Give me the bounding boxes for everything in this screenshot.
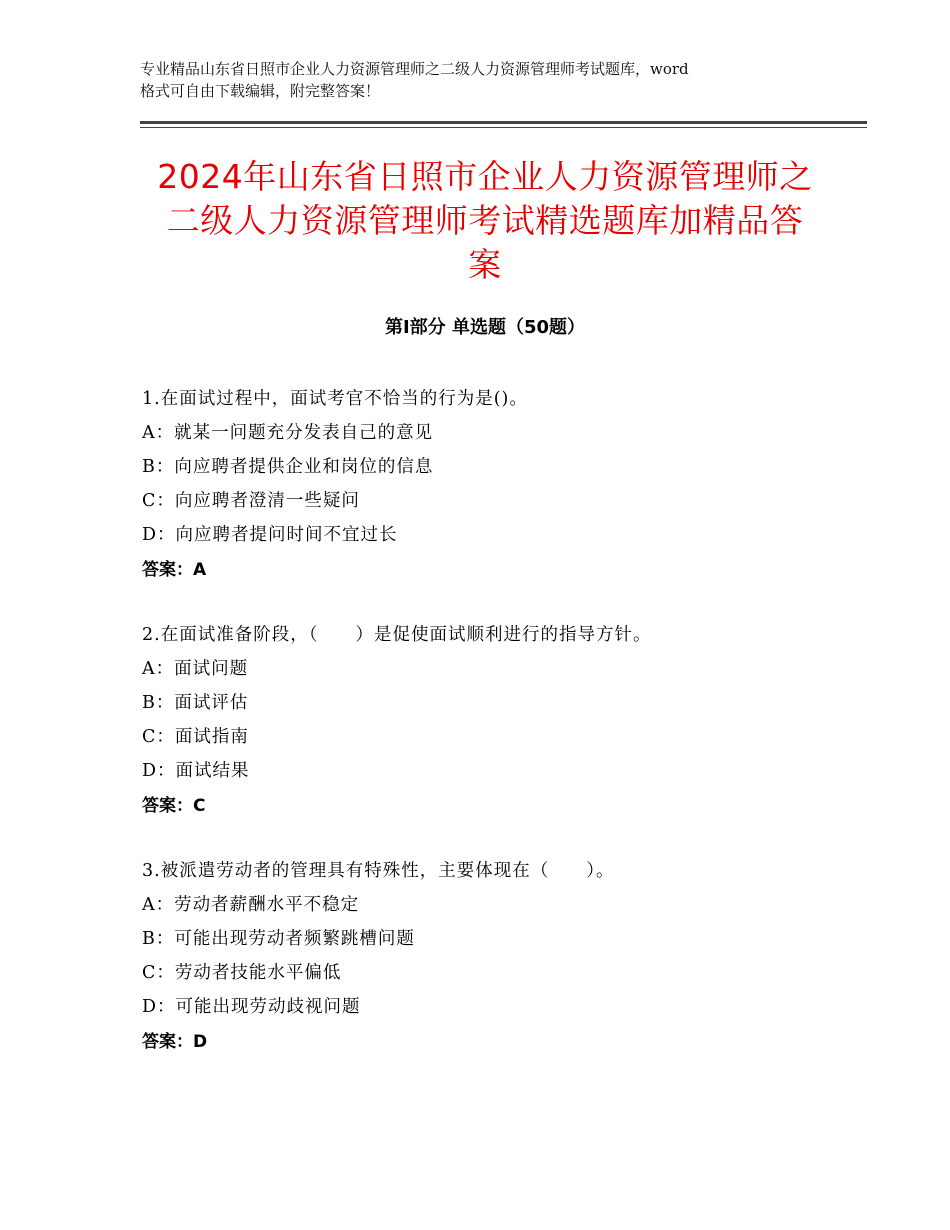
header-divider-thin xyxy=(140,127,867,128)
question-item xyxy=(142,854,862,1060)
question-option: D：面试结果 xyxy=(142,761,250,781)
header-divider xyxy=(140,121,867,124)
question-stem: 3.被派遣劳动者的管理具有特殊性，主要体现在（ ）。 xyxy=(142,861,615,881)
question-option: A：就某一问题充分发表自己的意见 xyxy=(142,423,434,443)
question-answer: 答案：C xyxy=(142,796,206,816)
document-title-line-3: 案 xyxy=(468,245,502,284)
question-option: B：向应聘者提供企业和岗位的信息 xyxy=(142,457,434,477)
question-stem: 2.在面试准备阶段，（ ）是促使面试顺利进行的指导方针。 xyxy=(142,625,652,645)
question-option: B：面试评估 xyxy=(142,693,249,713)
question-option: D：向应聘者提问时间不宜过长 xyxy=(142,525,398,545)
question-option: C：向应聘者澄清一些疑问 xyxy=(142,491,360,511)
question-option: B：可能出现劳动者频繁跳槽问题 xyxy=(142,929,415,949)
question-list xyxy=(142,382,862,1090)
question-option: C：劳动者技能水平偏低 xyxy=(142,963,342,983)
question-stem: 1.在面试过程中，面试考官不恰当的行为是()。 xyxy=(142,389,528,409)
question-option: C：面试指南 xyxy=(142,727,249,747)
question-option: A：面试问题 xyxy=(142,659,249,679)
question-answer: 答案：A xyxy=(142,560,207,580)
question-option: A：劳动者薪酬水平不稳定 xyxy=(142,895,360,915)
question-answer: 答案：D xyxy=(142,1032,208,1052)
header-note-line-2: 格式可自由下载编辑，附完整答案！ xyxy=(140,82,381,100)
question-item xyxy=(142,618,862,824)
document-title-line-2: 二级人力资源管理师考试精选题库加精品答 xyxy=(166,201,804,240)
header-note xyxy=(140,58,840,102)
document-title-line-1: 2024年山东省日照市企业人力资源管理师之 xyxy=(157,157,813,196)
section-title: 第Ⅰ部分 单选题（50题） xyxy=(384,317,585,338)
question-option: D：可能出现劳动歧视问题 xyxy=(142,997,361,1017)
question-item xyxy=(142,382,862,588)
header-note-line-1: 专业精品山东省日照市企业人力资源管理师之二级人力资源管理师考试题库，word xyxy=(140,60,689,78)
document-title xyxy=(140,155,830,287)
